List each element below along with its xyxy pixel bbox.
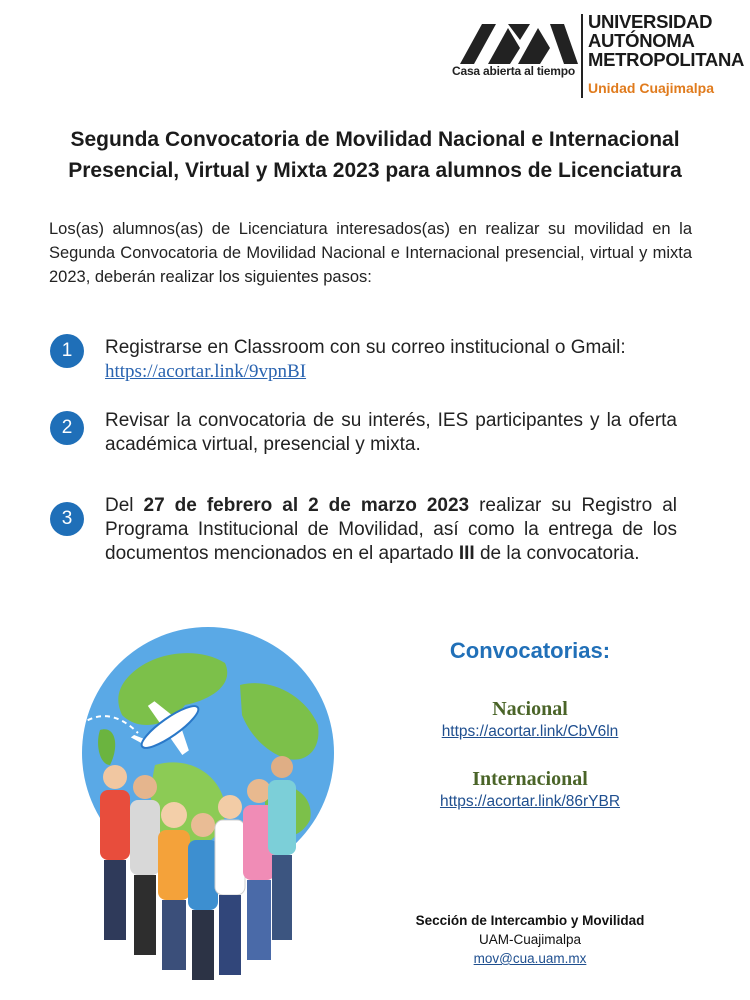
step-number-badge: 2 — [50, 411, 84, 445]
globe-students-illustration — [60, 615, 350, 995]
step-3-text-c: de la convocatoria. — [474, 543, 640, 564]
step-1-text: Registrarse en Classroom con su correo institucional o Gmail: — [105, 337, 626, 358]
footer-email-link[interactable]: mov@cua.uam.mx — [473, 951, 587, 966]
internacional-label: Internacional — [472, 768, 588, 790]
step-number-badge: 3 — [50, 502, 84, 536]
footer-section: Sección de Intercambio y Movilidad — [415, 913, 645, 928]
footer-contact — [400, 911, 660, 968]
convocatorias-heading: Convocatorias: — [449, 638, 611, 663]
logo-tagline: Casa abierta al tiempo — [452, 64, 575, 78]
uam-logo — [452, 11, 745, 100]
logo-divider — [581, 14, 583, 98]
nacional-label: Nacional — [492, 698, 568, 720]
logo-university-name — [588, 12, 744, 69]
page-title — [30, 124, 720, 186]
step-text — [105, 336, 677, 384]
footer-unit: UAM-Cuajimalpa — [478, 932, 582, 947]
logo-name-line-1: UNIVERSIDAD — [588, 11, 713, 32]
step-3-text-a: Del — [105, 495, 144, 516]
step-3-section: III — [458, 543, 475, 564]
step-number-badge: 1 — [50, 334, 84, 368]
step-2-text: Revisar la convocatoria de su interés, IES participantes y la oferta académica virtual, presencial y mixta. — [105, 410, 677, 455]
step-3-text — [105, 494, 677, 566]
logo-name-line-3: METROPOLITANA — [588, 49, 745, 70]
intro-paragraph: Los(as) alumnos(as) de Licenciatura interesados(as) en realizar su movilidad en la Segunda Convocatoria de Movilidad Nacional e Internacional presencial, virtual y mixta 2023, deberán realizar los siguientes pasos: — [49, 220, 692, 286]
classroom-link[interactable]: https://acortar.link/9vpnBI — [105, 361, 307, 382]
step-3-dates: 27 de febrero al 2 de marzo 2023 — [143, 495, 470, 516]
title-line-2: Presencial, Virtual y Mixta 2023 para alumnos de Licenciatura — [68, 159, 682, 182]
title-line-1: Segunda Convocatoria de Movilidad Nacional e Internacional — [70, 128, 680, 151]
logo-name-line-2: AUTÓNOMA — [588, 30, 695, 51]
logo-unit: Unidad Cuajimalpa — [588, 80, 715, 96]
step-3-text-b: realizar su Registro al Programa Institucional de Movilidad, así como la entrega de los documentos mencionados en el apartado — [105, 495, 677, 564]
nacional-link[interactable]: https://acortar.link/CbV6ln — [441, 723, 619, 740]
internacional-link[interactable]: https://acortar.link/86rYBR — [439, 793, 621, 810]
